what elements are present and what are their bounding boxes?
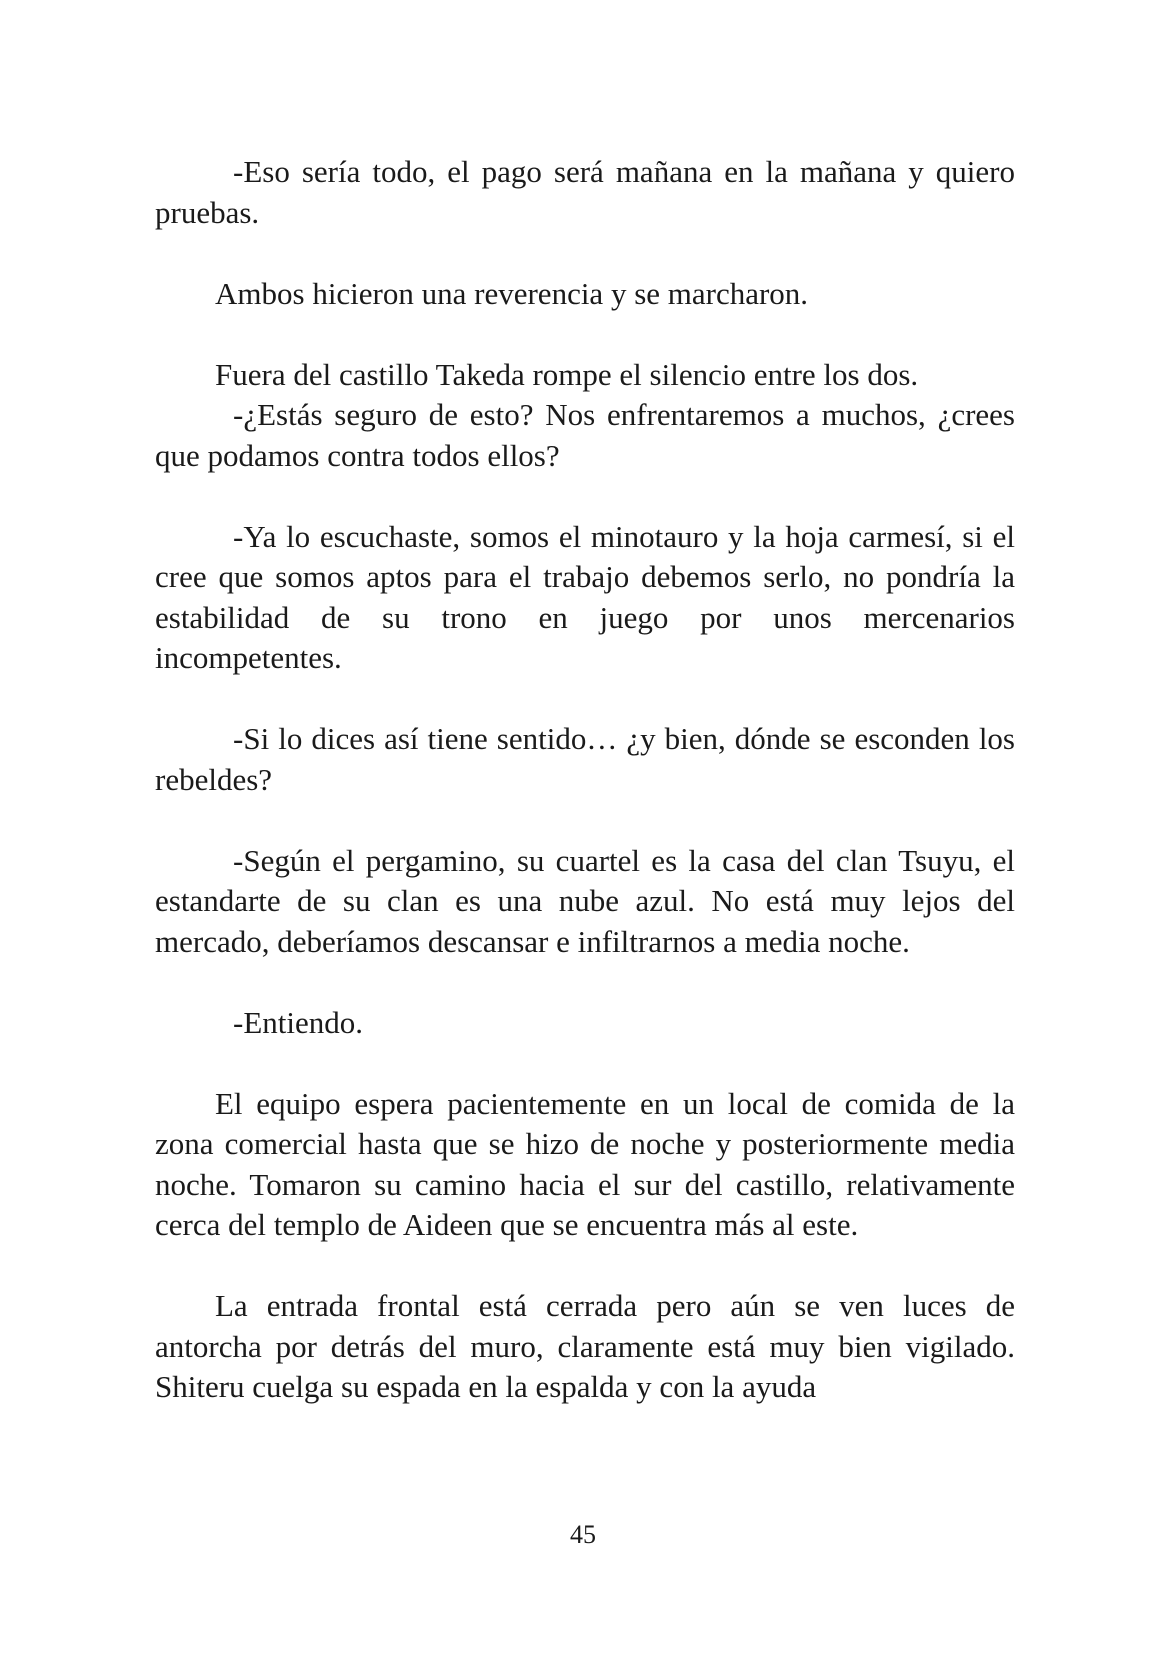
paragraph-6: -Si lo dices así tiene sentido… ¿y bien, dónde se esconden los rebeldes? [155,721,1015,797]
paragraph-1: -Eso sería todo, el pago será mañana en la mañana y quiero pruebas. [155,154,1015,230]
paragraph-4: -¿Estás seguro de esto? Nos enfrentaremos a muchos, ¿crees que podamos contra todos ellos? [155,397,1015,473]
paragraph-7: -Según el pergamino, su cuartel es la casa del clan Tsuyu, el estandarte de su clan es una nube azul. No está muy lejos del mercado, deberíamos descansar e infiltrarnos a media noche. [155,842,1015,959]
paragraph-10: La entrada frontal está cerrada pero aún se ven luces de antorcha por detrás del muro, claramente está muy bien vigilado. Shiteru cuelga su espada en la espalda y con la ayuda [155,1288,1015,1404]
paragraph-5: -Ya lo escuchaste, somos el minotauro y la hoja carmesí, si el cree que somos aptos para el trabajo debemos serlo, no pondría la estabilidad de su trono en juego por unos mercenarios incompetentes. [155,518,1015,675]
paragraph-9: El equipo espera pacientemente en un local de comida de la zona comercial hasta que se hizo de noche y posteriormente media noche. Tomaron su camino hacia el sur del castillo, relativamente cerca del templo de Aideen que se encuentra más al este. [155,1085,1015,1242]
page-number: 45 [570,1520,596,1549]
paragraph-8: -Entiendo. [233,1004,363,1040]
page-body [155,152,1015,1408]
paragraph-3: Fuera del castillo Takeda rompe el silencio entre los dos. [215,356,919,392]
paragraph-2: Ambos hicieron una reverencia y se marcharon. [215,275,809,311]
